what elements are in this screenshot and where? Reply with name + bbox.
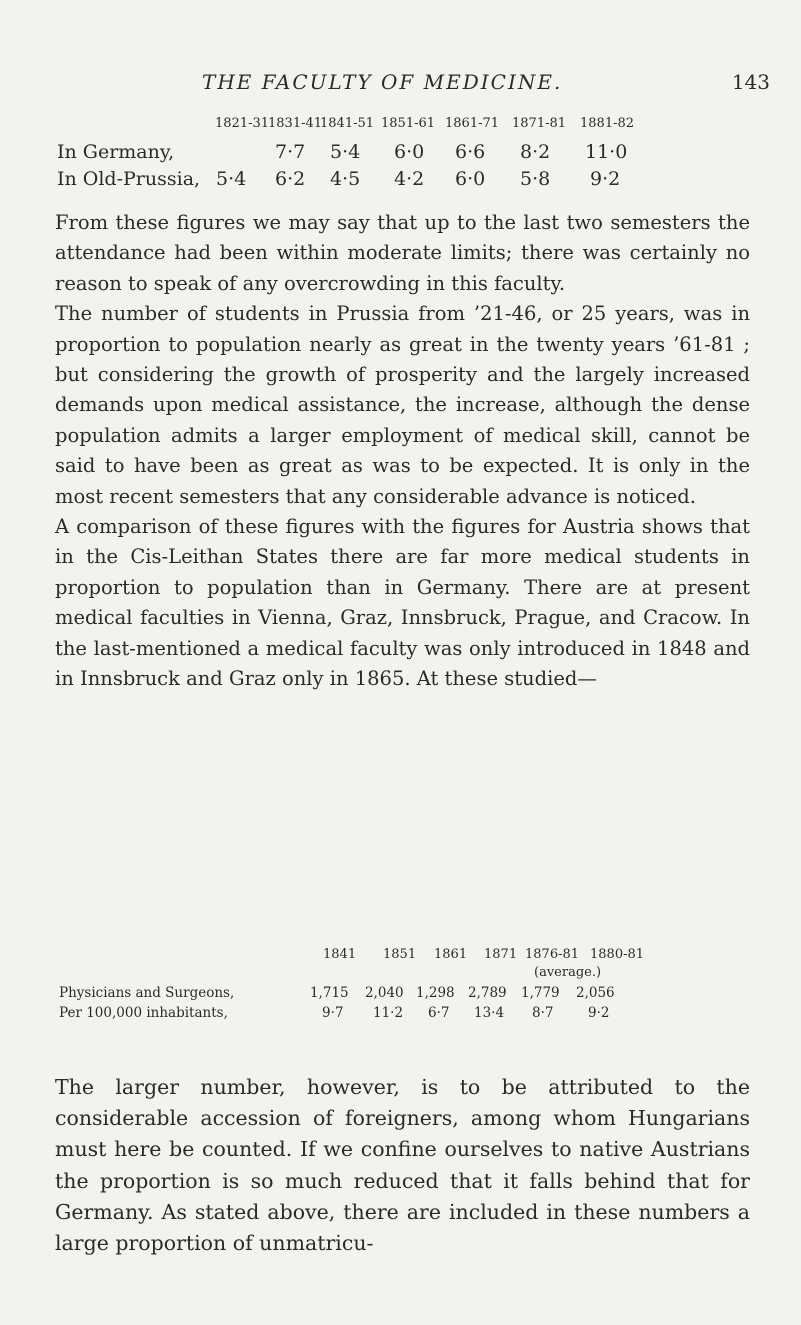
table-cell: 5·4 [330, 141, 361, 163]
column-header: 1831-41 [268, 116, 323, 131]
table-cell: 6·0 [455, 168, 486, 190]
table-cell: 1,715 [310, 985, 349, 1001]
column-header: 1871 [484, 947, 518, 962]
table-cell: 1,779 [521, 985, 560, 1001]
row-label: In Old-Prussia, [57, 168, 201, 190]
table-cell: 11·2 [373, 1005, 404, 1021]
paragraph: From these figures we may say that up to the last two semesters the attendance had been within moderate limits; there was certainly no reason to speak of any overcrowding in this faculty. [55, 211, 750, 295]
table-cell: 8·2 [520, 141, 551, 163]
column-header: 1880-81 [590, 947, 645, 962]
column-header: 1851 [383, 947, 417, 962]
column-header: 1876-81 [525, 947, 580, 962]
paragraph: A comparison of these figures with the figures for Austria shows that in the Cis-Leithan States there are far more medical students in proportion to population than in Germany. There are at present medical faculties in Vienna, Graz, Innsbruck, Prague, and Cracow. In the last-mentioned a medical faculty was only introduced in 1848 and in Innsbruck and Graz only in 1865. At these studied— [55, 515, 750, 691]
table-row [0, 1005, 801, 1025]
column-header: 1881-82 [580, 116, 635, 131]
table-cell: 6·0 [394, 141, 425, 163]
column-header: 1871-81 [512, 116, 567, 131]
table-cell: 6·2 [275, 168, 306, 190]
column-header: 1861 [434, 947, 468, 962]
page-number: 143 [731, 70, 770, 94]
table-cell: 4·5 [330, 168, 361, 190]
row-label: Per 100,000 inhabitants, [59, 1005, 228, 1021]
table-cell: 7·7 [275, 141, 306, 163]
table-cell: 9·2 [590, 168, 621, 190]
table-cell: 2,789 [468, 985, 507, 1001]
page-header [190, 70, 790, 106]
table-cell: 13·4 [474, 1005, 505, 1021]
row-label: Physicians and Surgeons, [59, 985, 235, 1001]
table-cell: 2,040 [365, 985, 404, 1001]
table-cell: 9·7 [322, 1005, 344, 1021]
row-label: In Germany, [57, 141, 175, 163]
table-cell: 2,056 [576, 985, 615, 1001]
paragraph: The larger number, however, is to be attributed to the considerable accession of foreigners, among whom Hungarians must here be counted. If we confine ourselves to native Austrians the proportion is so much reduced that it falls behind that for Germany. As stated above, there are included in these numbers a large proportion of unmatricu- [55, 1075, 750, 1256]
paragraph: The number of students in Prussia from ’21-46, or 25 years, was in proportion to population nearly as great in the twenty years ’61-81 ; but considering the growth of prosperity and the largely increased demands upon medical assistance, the increase, although the dense population admits a larger employment of medical skill, cannot be said to have been as great as was to be expected. It is only in the most recent semesters that any considerable advance is noticed. [55, 302, 750, 508]
table-header-row [0, 947, 801, 965]
table-cell: 11·0 [585, 141, 628, 163]
table-cell: 1,298 [416, 985, 455, 1001]
table-cell: 5·8 [520, 168, 551, 190]
table-cell: 6·7 [428, 1005, 450, 1021]
column-note: (average.) [534, 965, 602, 980]
column-header: 1821-31 [215, 116, 270, 131]
running-title: THE FACULTY OF MEDICINE. [202, 70, 563, 94]
column-note-row [0, 965, 801, 983]
column-header: 1841-51 [320, 116, 375, 131]
body-text-continued [55, 1072, 750, 1259]
column-header: 1851-61 [381, 116, 436, 131]
table-cell: 5·4 [216, 168, 247, 190]
table-cell: 4·2 [394, 168, 425, 190]
table-row [0, 985, 801, 1005]
table-cell: 8·7 [532, 1005, 554, 1021]
table-cell: 6·6 [455, 141, 486, 163]
column-header: 1861-71 [445, 116, 500, 131]
body-text [55, 208, 750, 695]
table-cell: 9·2 [588, 1005, 610, 1021]
column-header: 1841 [323, 947, 357, 962]
